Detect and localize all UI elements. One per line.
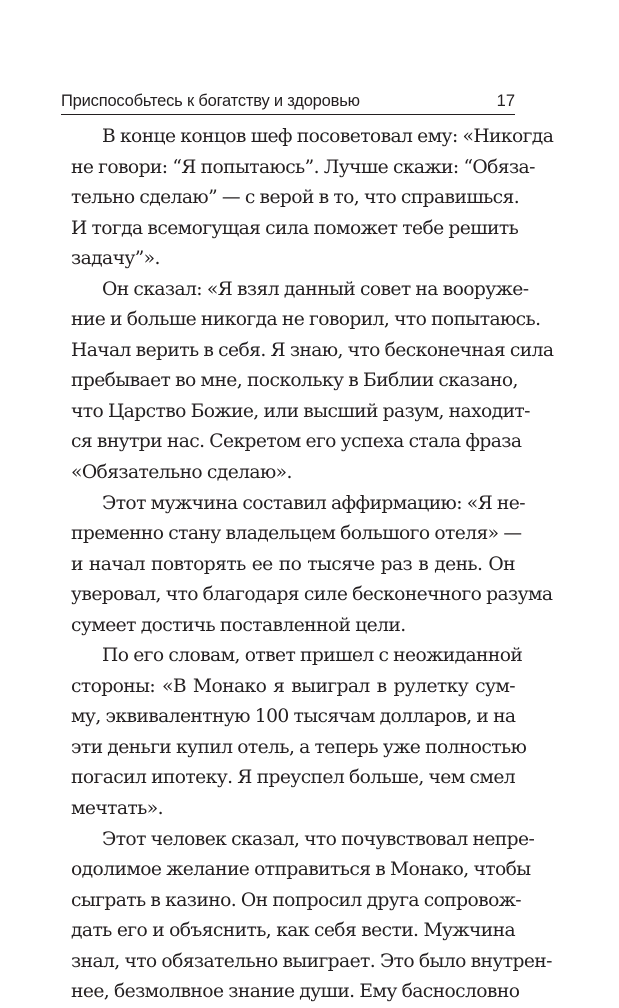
text-line: Начал верить в себя. Я знаю, что бесконечная сила: [71, 339, 554, 361]
text-line: Он сказал: «Я взял данный совет на вооруже-: [102, 278, 529, 300]
text-line: В конце концов шеф посоветовал ему: «Никогда: [102, 126, 554, 147]
text-line: По его словам, ответ пришел с неожиданной: [102, 645, 523, 667]
text-line: сыграть в казино. Он попросил друга сопровож-: [71, 889, 522, 911]
text-line: Этот мужчина составил аффирмацию: «Я не-: [102, 492, 525, 514]
text-line: тельно сделаю” — с верой в то, что справишься.: [71, 187, 520, 209]
text-line: не говори: “Я попытаюсь”. Лучше скажи: “Обяза-: [71, 156, 535, 178]
text-line: погасил ипотеку. Я преуспел больше, чем смел: [71, 767, 516, 789]
text-line: уверовал, что благодаря силе бесконечного разума: [71, 584, 553, 606]
text-line: ся внутри нас. Секретом его успеха стала фраза: [71, 431, 522, 453]
text-line: дать его и объяснить, как себя вести. Мужчина: [71, 920, 515, 942]
running-header-title: Приспособьтесь к богатству и здоровью: [61, 92, 360, 110]
text-line: «Обязательно сделаю».: [71, 462, 292, 484]
text-line: му, эквивалентную 100 тысячам долларов, и на: [71, 706, 516, 728]
text-line: знал, что обязательно выиграет. Это было внутрен-: [71, 950, 552, 972]
text-line: И тогда всемогущая сила поможет тебе решить: [71, 217, 519, 239]
text-line: нее, безмолвное знание души. Ему баснословно: [71, 981, 520, 1003]
page-number: 17: [496, 92, 515, 110]
text-line: пременно стану владельцем большого отеля» —: [71, 523, 522, 545]
text-line: задачу”».: [71, 248, 160, 270]
text-line: что Царство Божие, или высший разум, находит-: [71, 400, 530, 422]
text-line: Этот человек сказал, что почувствовал непре-: [102, 828, 535, 850]
text-line: стороны: «В Монако я выиграл в рулетку сум-: [71, 675, 515, 697]
text-line: мечтать».: [71, 798, 163, 820]
body-text: [71, 122, 554, 1008]
text-line: и начал повторять ее по тысяче раз в день. Он: [71, 553, 515, 575]
text-line: пребывает во мне, поскольку в Библии сказано,: [71, 370, 518, 392]
text-line: ние и больше никогда не говорил, что попытаюсь.: [71, 309, 541, 331]
text-line: эти деньги купил отель, а теперь уже полностью: [71, 736, 527, 758]
text-line: сумеет достичь поставленной цели.: [71, 614, 406, 636]
text-line: одолимое желание отправиться в Монако, чтобы: [71, 859, 531, 881]
running-header: [61, 88, 515, 115]
